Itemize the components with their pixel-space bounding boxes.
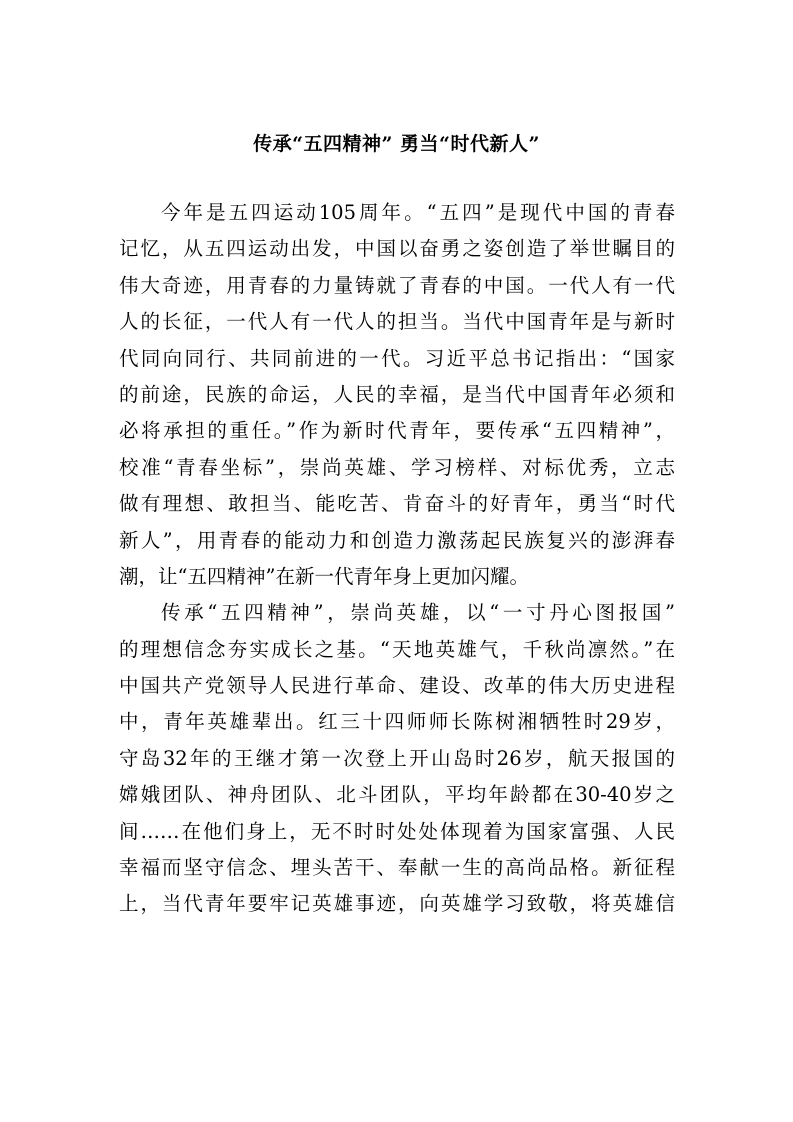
paragraph-line: 传承“五四精神”，崇尚英雄，以“一寸丹心图报国” bbox=[161, 601, 675, 625]
paragraph-line: 做有理想、敢担当、能吃苦、肯奋斗的好青年，勇当“时代 bbox=[119, 492, 675, 516]
paragraph-line: 嫦娥团队、神舟团队、北斗团队，平均年龄都在30-40岁之 bbox=[119, 783, 675, 807]
paragraph-line: 伟大奇迹，用青春的力量铸就了青春的中国。一代人有一代 bbox=[119, 273, 675, 297]
paragraph-line: 的理想信念夯实成长之基。“天地英雄气，千秋尚凛然。”在 bbox=[119, 637, 675, 661]
paragraph-line: 中国共产党领导人民进行革命、建设、改革的伟大历史进程 bbox=[119, 674, 675, 698]
paragraph-line: 校准“青春坐标”，崇尚英雄、学习榜样、对标优秀，立志 bbox=[119, 455, 675, 479]
paragraph-line: 人的长征，一代人有一代人的担当。当代中国青年是与新时 bbox=[119, 310, 675, 334]
paragraph-line: 代同向同行、共同前进的一代。习近平总书记指出：“国家 bbox=[119, 346, 675, 370]
paragraph-line: 潮，让“五四精神”在新一代青年身上更加闪耀。 bbox=[119, 564, 529, 588]
paragraph-line: 幸福而坚守信念、埋头苦干、奉献一生的高尚品格。新征程 bbox=[119, 856, 675, 880]
paragraph-line: 必将承担的重任。”作为新时代青年，要传承“五四精神”， bbox=[119, 419, 675, 443]
paragraph-line: 上，当代青年要牢记英雄事迹，向英雄学习致敬，将英雄信 bbox=[119, 892, 675, 916]
paragraph-line: 的前途，民族的命运，人民的幸福，是当代中国青年必须和 bbox=[119, 382, 675, 406]
document-body bbox=[119, 195, 675, 923]
paragraph-line: 今年是五四运动105周年。“五四”是现代中国的青春 bbox=[161, 201, 675, 224]
paragraph-line: 守岛32年的王继才第一次登上开山岛时26岁，航天报国的 bbox=[119, 746, 675, 770]
paragraph-line: 记忆，从五四运动出发，中国以奋勇之姿创造了举世瞩目的 bbox=[119, 237, 675, 261]
paragraph-line: 新人”，用青春的能动力和创造力激荡起民族复兴的澎湃春 bbox=[119, 528, 675, 552]
paragraph-line: 中，青年英雄辈出。红三十四师师长陈树湘牺牲时29岁， bbox=[119, 710, 675, 734]
paragraph-line: 间……在他们身上，无不时时处处体现着为国家富强、人民 bbox=[119, 819, 675, 843]
document-title: 传承“五四精神” 勇当“时代新人” bbox=[253, 133, 540, 155]
